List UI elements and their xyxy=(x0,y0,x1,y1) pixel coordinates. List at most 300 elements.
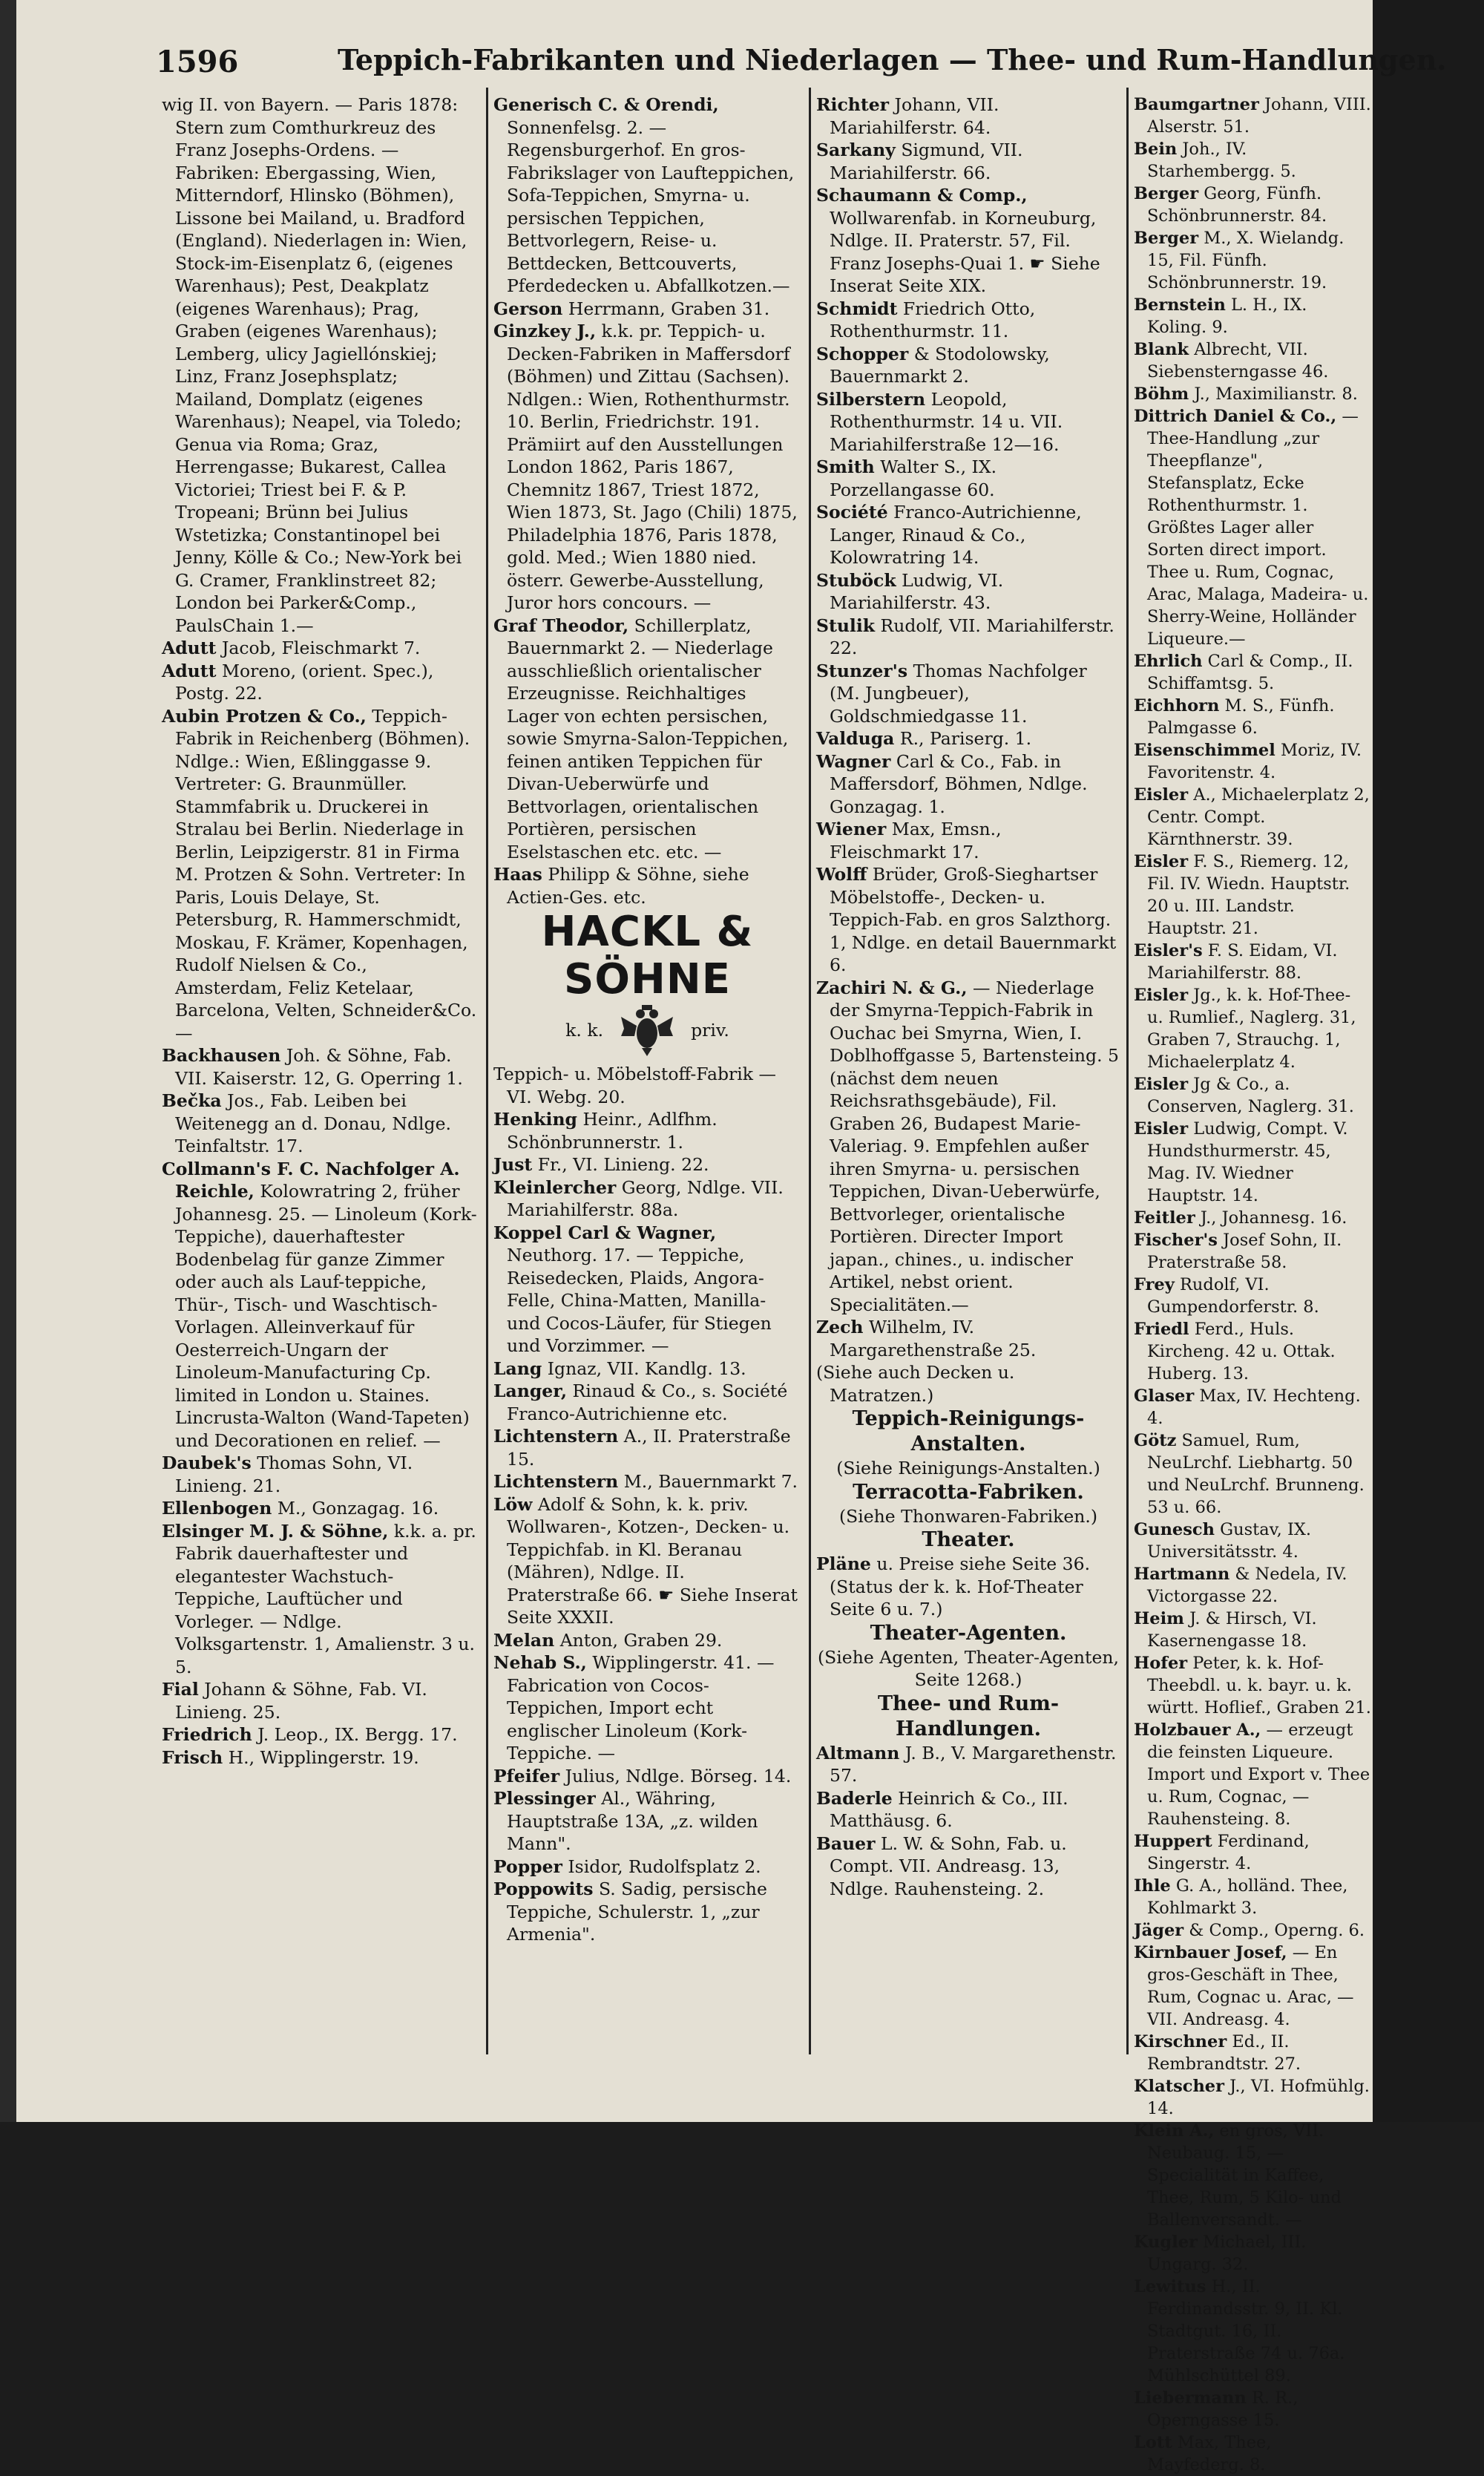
listing-entry xyxy=(816,615,1120,660)
listing-entry xyxy=(816,343,1120,388)
entry-text: Walter S., IX. Porzellangasse 60. xyxy=(830,456,997,500)
listing-entry xyxy=(493,1108,801,1153)
entry-name: Richter xyxy=(816,94,890,115)
entry-name: Bernstein xyxy=(1134,295,1226,315)
entry-name: Ihle xyxy=(1134,1876,1171,1896)
section-heading-carpet-cleaning: Teppich-Reinigungs-Anstalten. xyxy=(852,1407,1085,1455)
section-note: (Siehe Reinigungs-Anstalten.) xyxy=(836,1458,1100,1478)
entry-text: G. A., holländ. Thee, Kohlmarkt 3. xyxy=(1147,1876,1348,1918)
entry-name: Eisler xyxy=(1134,1075,1189,1094)
entry-text: Wipplingerstr. 41. — Fabrication von Cocos-Teppichen, Import echt englischer Linoleum (Kork-Teppiche. — xyxy=(507,1652,775,1763)
entry-name: Jäger xyxy=(1134,1921,1184,1940)
entry-text: Ludwig, VI. Mariahilferstr. 43. xyxy=(830,569,1004,613)
section-heading-terracotta: Terracotta-Fabriken. xyxy=(853,1480,1084,1504)
listing-entry xyxy=(1134,1429,1371,1519)
entry-text: Rudolf, VI. Gumpendorferstr. 8. xyxy=(1147,1275,1319,1317)
entry-text: Samuel, Rum, NeuLrchf. Liebhartg. 50 und NeuLrchf. Brunneng. 53 u. 66. xyxy=(1147,1431,1365,1517)
entry-name: Eisler xyxy=(1134,785,1189,805)
entry-text: wig II. von Bayern. — Paris 1878: Stern zum Comthurkreuz des Franz Josephs-Ordens. — Fabriken: Ebergassing, Wien, Mitterndorf, Hlinsko (Böhmen), Lissone bei Mailand, u. Bradford (England). Niederlagen in: Wien, Stock-im-Eisenplatz 6, (eigenes Warenhaus); Pest, Deakplatz (eigenes Warenhaus); Prag, Graben (eigenes Warenhaus); Lemberg, ulicy Jagiellónskiej; Linz, Franz Josephsplatz; Mailand, Domplatz (eigenes Warenhaus); Neapel, via Toledo; Genua via Roma; Graz, Herrengasse; Bukarest, Callea Victoriei; Triest bei F. & P. Tropeani; Brünn bei Julius Wstetizka; Constantinopel bei Jenny, Kölle & Co.; New-York bei G. Cramer, Franklinstreet 82; London bei Parker&Comp., PaulsChain 1.— xyxy=(162,94,467,636)
entry-text: en gros, VII. Neubaug. 15, — Specialität in Kaffee, Thee, Rum, 5 Kilo- und Ballenversandt. — xyxy=(1147,2121,1342,2230)
entry-text: Brüder, Groß-Sieghartser Möbelstoffe-, Decken- u. Teppich-Fab. en gros Salzthorg. 1, Ndlge. en detail Bauernmarkt 6. xyxy=(830,864,1117,975)
entry-text: & Comp., Operng. 6. xyxy=(1183,1921,1365,1940)
listing-entry xyxy=(816,977,1120,1317)
entry-name: Hartmann xyxy=(1134,1565,1230,1584)
entry-name: Böhm xyxy=(1134,384,1189,404)
entry-name: Henking xyxy=(493,1109,577,1130)
listing-entry xyxy=(1134,739,1371,784)
entry-name: Generisch C. & Orendi, xyxy=(493,94,719,115)
entry-name: Pläne xyxy=(816,1553,871,1574)
entry-name: Elsinger M. J. & Söhne, xyxy=(162,1520,389,1542)
entry-name: Huppert xyxy=(1134,1832,1212,1851)
listing-entry xyxy=(493,863,801,908)
entry-text: Adolf & Sohn, k. k. priv. Wollwaren-, Kotzen-, Decken- u. Teppichfab. in Kl. Beranau (Mähren), Ndlge. II. Praterstraße 66. ☛ Siehe Inserat Seite XXXII. xyxy=(507,1493,798,1628)
entry-text: J., Johannesg. 16. xyxy=(1195,1208,1347,1228)
listing-entry xyxy=(1134,2431,1371,2476)
entry-name: Frisch xyxy=(162,1746,223,1768)
listing-entry xyxy=(816,818,1120,863)
listing-entry xyxy=(1134,1229,1371,1274)
entry-name: Baumgartner xyxy=(1134,95,1259,114)
entry-text: Johann & Söhne, Fab. VI. Linieng. 25. xyxy=(175,1679,427,1723)
entry-text: L. H., IX. Koling. 9. xyxy=(1147,295,1307,337)
entry-text: Moreno, (orient. Spec.), Postg. 22. xyxy=(175,660,434,704)
listing-entry xyxy=(1134,405,1371,650)
listing-entry xyxy=(1134,183,1371,227)
listing-entry xyxy=(1134,650,1371,695)
entry-name: Silberstern xyxy=(816,388,926,410)
entry-text: Sigmund, VII. Mariahilferstr. 66. xyxy=(830,140,1023,183)
entry-text: Julius, Ndlge. Börseg. 14. xyxy=(559,1765,792,1786)
entry-name: Schaumann & Comp., xyxy=(816,185,1028,206)
entry-text: Georg, Ndlge. VII. Mariahilferstr. 88a. xyxy=(507,1176,784,1220)
entry-text: Carl & Comp., II. Schiffamtsg. 5. xyxy=(1147,652,1353,693)
listing-entry xyxy=(162,1497,477,1520)
entry-name: Lott xyxy=(1134,2433,1172,2452)
entry-name: Eisenschimmel xyxy=(1134,741,1275,760)
entry-name: Dittrich Daniel & Co., xyxy=(1134,407,1337,426)
entry-text: M., Bauernmarkt 7. xyxy=(618,1471,798,1492)
listing-entry xyxy=(162,1158,477,1452)
listing-entry xyxy=(493,320,801,615)
listing-entry xyxy=(1134,2231,1371,2276)
entry-name: Stulik xyxy=(816,615,876,636)
hackl-name: HACKL & SÖHNE xyxy=(541,908,754,1003)
entry-text: Ferd., Huls. Kircheng. 42 u. Ottak. Huberg. 13. xyxy=(1147,1320,1336,1383)
entry-text: R. R., Operngasse 15. xyxy=(1147,2388,1298,2430)
listing-entry xyxy=(162,1520,477,1679)
entry-name: Götz xyxy=(1134,1431,1177,1450)
entry-text: & Stodolowsky, Bauernmarkt 2. xyxy=(830,343,1050,387)
entry-text: Heinrich & Co., III. Matthäusg. 6. xyxy=(830,1787,1068,1831)
entry-text: Joh., IV. Starhembergg. 5. xyxy=(1147,140,1296,181)
listing-entry xyxy=(816,1361,1120,1406)
entry-text: Ferdinand, Singerstr. 4. xyxy=(1147,1832,1310,1873)
listing-entry xyxy=(493,298,801,321)
entry-text: Josef Sohn, II. Praterstraße 58. xyxy=(1147,1231,1342,1272)
entry-name: Kirschner xyxy=(1134,2032,1227,2051)
entry-name: Langer, xyxy=(493,1381,568,1401)
entry-name: Altmann xyxy=(816,1742,900,1763)
entry-name: Poppowits xyxy=(493,1879,594,1899)
listing-entry xyxy=(1134,2075,1371,2120)
hackl-advertisement xyxy=(493,908,801,1108)
listing-entry xyxy=(1134,1519,1371,1563)
listing-entry xyxy=(493,1357,801,1381)
hackl-priv: priv. xyxy=(691,1019,729,1041)
entry-text: — Thee-Handlung „zur Theepflanze", Stefansplatz, Ecke Rothenthurmstr. 1. Größtes Lager aller Sorten direct import. Thee u. Rum, Cognac, Arac, Malaga, Madeira- u. Sherry-Weine, Holländer Liqueure.— xyxy=(1147,407,1369,649)
listing-entry xyxy=(493,1787,801,1856)
listing-entry xyxy=(816,750,1120,819)
entry-name: Stunzer's xyxy=(816,660,908,681)
section-heading-theater-agents: Theater-Agenten. xyxy=(870,1621,1067,1645)
column-1 xyxy=(162,94,477,1769)
listing-entry xyxy=(1134,984,1371,1073)
entry-name: Koppel Carl & Wagner, xyxy=(493,1222,717,1243)
column-rule xyxy=(809,88,811,2054)
entry-name: Fischer's xyxy=(1134,1231,1218,1250)
listing-entry xyxy=(162,1746,477,1769)
entry-name: Klein A., xyxy=(1134,2121,1215,2141)
entry-name: Feitler xyxy=(1134,1208,1195,1228)
listing-entry xyxy=(1134,1875,1371,1919)
entry-text: H., Wipplingerstr. 19. xyxy=(223,1746,419,1768)
entry-text: Moriz, IV. Favoritenstr. 4. xyxy=(1147,741,1362,782)
entry-name: Eisler xyxy=(1134,986,1189,1005)
hackl-text: Teppich- u. Möbelstoff-Fabrik — VI. Webg. 20. xyxy=(493,1064,776,1107)
entry-name: Kugler xyxy=(1134,2233,1198,2252)
page-gutter xyxy=(0,0,16,2122)
entry-name: Lang xyxy=(493,1357,542,1379)
hackl-privilege-line xyxy=(493,1003,801,1057)
entry-text: H., II. Ferdinandsstr. 9, II. Kl. Stadtgut. 16, II. Praterstraße 74 u. 76a. Mühlschüttel 89. xyxy=(1147,2277,1345,2385)
entry-text: Max, Thee, Mayfederg. 8. xyxy=(1147,2433,1272,2475)
listing-entry xyxy=(493,1765,801,1788)
entry-name: Berger xyxy=(1134,184,1199,203)
entry-name: Klatscher xyxy=(1134,2077,1224,2096)
listing-entry xyxy=(162,1090,477,1158)
listing-entry xyxy=(816,298,1120,343)
listing-entry xyxy=(1134,1919,1371,1942)
entry-text: Leopold, Rothenthurmstr. 14 u. VII. Mariahilferstraße 12—16. xyxy=(830,388,1063,455)
entry-name: Melan xyxy=(493,1629,555,1651)
entry-text: Thomas Sohn, VI. Linieng. 21. xyxy=(175,1452,413,1496)
column-rule xyxy=(1126,88,1129,2054)
entry-text: Jos., Fab. Leiben bei Weitenegg an d. Donau, Ndlge. Teinfaltstr. 17. xyxy=(175,1090,451,1156)
entry-name: Holzbauer A., xyxy=(1134,1720,1261,1740)
listing-entry xyxy=(162,637,477,660)
listing-entry xyxy=(1134,784,1371,851)
entry-name: Pfeifer xyxy=(493,1765,560,1786)
listing-entry xyxy=(1134,2120,1371,2231)
entry-text: Ed., II. Rembrandtstr. 27. xyxy=(1147,2032,1301,2074)
entry-name: Gerson xyxy=(493,298,563,319)
entry-name: Plessinger xyxy=(493,1788,596,1809)
listing-entry xyxy=(162,705,477,1045)
entry-text: Teppich-Fabrik in Reichenberg (Böhmen). Ndlge.: Wien, Eßlinggasse 9. Vertreter: G. Braunmüller. Stammfabrik u. Druckerei in Stralau bei Berlin. Niederlage in Berlin, Leipzigerstr. 81 in Firma M. Protzen & Sohn. Vertreter: In Paris, Louis Delaye, St. Petersburg, R. Hammerschmidt, Moskau, F. Krämer, Kopenhagen, Rudolf Nielsen & Co., Amsterdam, Feliz Ketelaar, Barcelona, Velten, Schneider&Co.— xyxy=(175,705,477,1044)
column-2 xyxy=(493,94,801,1946)
entry-text: — erzeugt die feinsten Liqueure. Import und Export v. Thee u. Rum, Cognac, — Rauhensteing. 8. xyxy=(1147,1720,1370,1829)
listing-entry xyxy=(493,1222,801,1357)
entry-name: Frey xyxy=(1134,1275,1175,1294)
entry-text: Al., Währing, Hauptstraße 13A, „z. wilden Mann". xyxy=(507,1788,758,1854)
entry-text: Friedrich Otto, Rothenthurmstr. 11. xyxy=(830,298,1036,341)
column-3-entries xyxy=(816,94,1120,1406)
entry-text: Jg., k. k. Hof-Thee- u. Rumlief., Naglerg. 31, Graben 7, Strauchg. 1, Michaelerplatz 4. xyxy=(1147,986,1356,1072)
entry-text: S. Sadig, persische Teppiche, Schulerstr. 1, „zur Armenia". xyxy=(507,1879,767,1945)
listing-entry xyxy=(1134,1073,1371,1118)
listing-entry xyxy=(816,94,1120,139)
listing-entry xyxy=(493,1856,801,1879)
listing-entry xyxy=(1134,1563,1371,1608)
listing-entry xyxy=(816,1787,1120,1833)
entry-name: Aubin Protzen & Co., xyxy=(162,705,367,727)
entry-name: Ginzkey J., xyxy=(493,321,597,341)
entry-name: Just xyxy=(493,1154,533,1175)
entry-name: Lewitus xyxy=(1134,2277,1206,2296)
listing-entry xyxy=(1134,1318,1371,1385)
entry-text: (Siehe auch Decken u. Matratzen.) xyxy=(816,1362,1015,1406)
listing-entry xyxy=(1134,1207,1371,1229)
entry-text: Wollwarenfab. in Korneuburg, Ndlge. II. Praterstr. 57, Fil. Franz Josephs-Quai 1. ☛ Siehe Inserat Seite XIX. xyxy=(830,207,1100,296)
listing-entry xyxy=(1134,2031,1371,2075)
entry-text: J., Maximilianstr. 8. xyxy=(1189,384,1358,404)
entry-name: Backhausen xyxy=(162,1045,281,1066)
listing-entry xyxy=(1134,2276,1371,2387)
listing-entry xyxy=(493,1878,801,1946)
entry-name: Smith xyxy=(816,456,875,477)
entry-text: Albrecht, VII. Siebensterngasse 46. xyxy=(1147,340,1329,381)
entry-text: Thomas Nachfolger (M. Jungbeuer), Goldschmiedgasse 11. xyxy=(830,660,1087,727)
entry-text: Peter, k. k. Hof-Theebdl. u. k. bayr. u. k. württ. Hoflief., Graben 21. xyxy=(1147,1654,1371,1717)
entry-name: Daubek's xyxy=(162,1452,252,1473)
entry-name: Haas xyxy=(493,864,542,885)
entry-text: — Niederlage der Smyrna-Teppich-Fabrik in Ouchac bei Smyrna, Wien, I. Doblhoffgasse 5, Bartensteing. 5 (nächst dem neuen Reichsrathsgebäude), Fil. Graben 26, Budapest Marie-Valeriag. 9. Empfehlen außer ihren Smyrna- u. persischen Teppichen, Divan-Ueberwürfe, Bettvorleger, orientalische Portièren. Directer Import japan., chines., u. indischer Artikel, nebst orient. Specialitäten.— xyxy=(830,977,1119,1315)
listing-entry xyxy=(493,1176,801,1222)
listing-entry xyxy=(816,456,1120,501)
listing-entry xyxy=(1134,383,1371,405)
listing-entry xyxy=(162,1044,477,1090)
listing-entry xyxy=(493,1651,801,1765)
section-heading-theater: Theater. xyxy=(922,1528,1015,1551)
listing-entry xyxy=(816,388,1120,456)
entry-name: Graf Theodor, xyxy=(493,615,629,636)
entry-name: Nehab S., xyxy=(493,1652,587,1673)
listing-entry xyxy=(816,660,1120,728)
listing-entry xyxy=(162,1452,477,1497)
entry-text: Georg, Fünfh. Schönbrunnerstr. 84. xyxy=(1147,184,1327,226)
entry-text: Ignaz, VII. Kandlg. 13. xyxy=(542,1357,746,1379)
entry-name: Eisler xyxy=(1134,852,1189,871)
listing-entry xyxy=(1134,1830,1371,1875)
listing-entry xyxy=(1134,1719,1371,1830)
entry-text: Max, Emsn., Fleischmarkt 17. xyxy=(830,819,1002,862)
entry-text: J. & Hirsch, VI. Kasernengasse 18. xyxy=(1147,1609,1317,1651)
column-2-entries-bottom xyxy=(493,1108,801,1946)
entry-text: Rudolf, VII. Mariahilferstr. 22. xyxy=(830,615,1114,658)
section-note: (Siehe Agenten, Theater-Agenten, Seite 1268.) xyxy=(818,1646,1119,1690)
listing-entry xyxy=(1134,940,1371,984)
entry-name: Kleinlercher xyxy=(493,1176,617,1198)
column-3 xyxy=(816,94,1120,1900)
entry-name: Valduga xyxy=(816,728,895,749)
listing-entry xyxy=(493,1425,801,1470)
entry-text: Johann, VII. Mariahilferstr. 64. xyxy=(830,94,999,138)
listing-entry xyxy=(816,727,1120,750)
entry-text: u. Preise siehe Seite 36. (Status der k. k. Hof-Theater Seite 6 u. 7.) xyxy=(830,1553,1091,1619)
listing-entry xyxy=(162,660,477,705)
entry-text: Max, IV. Hechteng. 4. xyxy=(1147,1386,1361,1428)
listing-entry xyxy=(162,94,477,637)
entry-name: Bauer xyxy=(816,1833,876,1854)
entry-text: Carl & Co., Fab. in Maffersdorf, Böhmen, Ndlge. Gonzagag. 1. xyxy=(830,750,1088,817)
entry-text: Michael, III. Ungarg. 32. xyxy=(1147,2233,1307,2274)
hackl-kk: k. k. xyxy=(565,1019,604,1041)
section-note: (Siehe Thonwaren-Fabriken.) xyxy=(838,1505,1098,1527)
entry-text: Ludwig, Compt. V. Hundsthurmerstr. 45, Mag. IV. Wiedner Hauptstr. 14. xyxy=(1147,1119,1348,1205)
entry-text: R., Pariserg. 1. xyxy=(894,728,1032,749)
entry-text: k.k. pr. Teppich- u. Decken-Fabriken in Maffersdorf (Böhmen) und Zittau (Sachsen). Ndlgen.: Wien, Rothenthurmstr. 10. Berlin, Friedrichstr. 191. Prämiirt auf den Ausstellungen London 1862, Paris 1867, Chemnitz 1867, Triest 1872, Wien 1873, St. Jago (Chili) 1875, Philadelphia 1876, Paris 1878, gold. Med.; Wien 1880 nied. österr. Gewerbe-Ausstellung, Juror hors concours. — xyxy=(507,321,798,613)
entry-text: Wilhelm, IV. Margarethenstraße 25. xyxy=(830,1317,1037,1360)
column-rule xyxy=(486,88,488,2054)
entry-text: Kolowratring 2, früher Johannesg. 25. — Linoleum (Kork-Teppiche), dauerhaftester Bodenbelag für ganze Zimmer oder auch als Lauf-teppiche, Thür-, Tisch- und Waschtisch-Vorlagen. Alleinverkauf für Oesterreich-Ungarn der Linoleum-Manufacturing Cp. limited in London u. Staines. Lincrusta-Walton (Wand-Tapeten) und Decorationen en relief. — xyxy=(175,1181,477,1451)
entry-name: Kirnbauer Josef, xyxy=(1134,1943,1287,1962)
entry-name: Hofer xyxy=(1134,1654,1188,1673)
entry-text: M., X. Wielandg. 15, Fil. Fünfh. Schönbrunnerstr. 19. xyxy=(1147,229,1345,292)
entry-text: A., II. Praterstraße 15. xyxy=(507,1426,791,1470)
entry-text: M. S., Fünfh. Palmgasse 6. xyxy=(1147,696,1335,738)
entry-text: Anton, Graben 29. xyxy=(554,1629,723,1651)
entry-text: & Nedela, IV. Victorgasse 22. xyxy=(1147,1565,1347,1606)
entry-name: Fial xyxy=(162,1679,199,1700)
section-heading-tea-rum: Thee- und Rum-Handlungen. xyxy=(877,1691,1060,1740)
entry-name: Lichtenstern xyxy=(493,1426,619,1447)
entry-name: Adutt xyxy=(162,660,217,681)
listing-entry xyxy=(816,1833,1120,1901)
listing-entry xyxy=(1134,851,1371,940)
entry-name: Schopper xyxy=(816,343,909,364)
listing-entry xyxy=(816,139,1120,184)
listing-entry xyxy=(1134,1385,1371,1429)
entry-name: Eisler xyxy=(1134,1119,1189,1139)
entry-name: Schmidt xyxy=(816,298,898,319)
listing-entry xyxy=(1134,695,1371,739)
double-eagle-icon xyxy=(620,1003,674,1057)
listing-entry xyxy=(1134,1652,1371,1719)
listing-entry xyxy=(816,863,1120,977)
column-4 xyxy=(1134,94,1371,2476)
entry-name: Adutt xyxy=(162,638,217,658)
listing-entry xyxy=(816,569,1120,615)
listing-entry xyxy=(1134,227,1371,294)
entry-text: F. S., Riemerg. 12, Fil. IV. Wiedn. Hauptstr. 20 u. III. Landstr. Hauptstr. 21. xyxy=(1147,852,1350,938)
entry-text: Sonnenfelsg. 2. — Regensburgerhof. En gros-Fabrikslager von Laufteppichen, Sofa-Teppichen, Smyrna- u. persischen Teppichen, Bettvorlegern, Reise- u. Bettdecken, Bettcouverts, Pferdedecken u. Abfallkotzen.— xyxy=(507,117,795,296)
entry-text: Isidor, Rudolfsplatz 2. xyxy=(562,1856,761,1877)
entry-name: Blank xyxy=(1134,340,1189,359)
entry-text: — En gros-Geschäft in Thee, Rum, Cognac u. Arac, — VII. Andreasg. 4. xyxy=(1147,1943,1354,2029)
page-title: Teppich-Fabrikanten und Niederlagen — Thee- und Rum-Handlungen. xyxy=(338,43,1447,76)
listing-entry xyxy=(1134,94,1371,138)
listing-entry xyxy=(493,94,801,298)
entry-name: Collmann's F. C. Nachfolger A. Reichle, xyxy=(162,1158,460,1202)
listing-entry xyxy=(162,1723,477,1746)
entry-name: Eisler's xyxy=(1134,941,1203,960)
entry-text: Jg & Co., a. Conserven, Naglerg. 31. xyxy=(1147,1075,1354,1116)
entry-name: Popper xyxy=(493,1856,562,1877)
entry-name: Société xyxy=(816,502,888,523)
entry-text: Joh. & Söhne, Fab. VII. Kaiserstr. 12, G. Operring 1. xyxy=(175,1045,463,1089)
entry-name: Baderle xyxy=(816,1787,893,1809)
listing-entry xyxy=(493,1629,801,1652)
listing-entry xyxy=(162,1678,477,1723)
listing-entry xyxy=(816,1316,1120,1361)
entry-name: Friedrich xyxy=(162,1724,252,1745)
listing-entry xyxy=(1134,1608,1371,1652)
entry-name: Heim xyxy=(1134,1609,1184,1628)
entry-name: Zachiri N. & G., xyxy=(816,977,968,998)
entry-name: Wiener xyxy=(816,819,887,839)
entry-name: Wolff xyxy=(816,864,867,885)
entry-name: Lichtenstern xyxy=(493,1471,619,1492)
entry-name: Eichhorn xyxy=(1134,696,1220,715)
listing-entry xyxy=(1134,1274,1371,1318)
listing-entry xyxy=(1134,138,1371,183)
entry-name: Wagner xyxy=(816,750,891,772)
entry-text: J. B., V. Margarethenstr. 57. xyxy=(830,1742,1117,1786)
page-number: 1596 xyxy=(156,45,239,79)
entry-name: Friedl xyxy=(1134,1320,1189,1339)
entry-text: Heinr., Adlfhm. Schönbrunnerstr. 1. xyxy=(507,1109,718,1153)
page-edge-shadow xyxy=(1373,0,1484,2122)
entry-text: k.k. a. pr. Fabrik dauerhaftester und elegantester Wachstuch-Teppiche, Lauftücher und Vorleger. — Ndlge. Volksgartenstr. 1, Amalienstr. 3 u. 5. xyxy=(175,1520,476,1677)
entry-text: A., Michaelerplatz 2, Centr. Compt. Kärnthnerstr. 39. xyxy=(1147,785,1370,849)
entry-text: Franco-Autrichienne, Langer, Rinaud & Co., Kolowratring 14. xyxy=(830,502,1082,568)
listing-entry xyxy=(816,501,1120,569)
listing-entry xyxy=(493,1380,801,1425)
entry-name: Ehrlich xyxy=(1134,652,1203,671)
entry-text: Jacob, Fleischmarkt 7. xyxy=(216,638,421,658)
listing-entry xyxy=(493,1470,801,1493)
entry-name: Gunesch xyxy=(1134,1520,1215,1539)
entry-name: Bein xyxy=(1134,140,1178,159)
listing-entry xyxy=(816,1742,1120,1787)
tea-rum-entries xyxy=(816,1742,1120,1901)
listing-entry xyxy=(493,615,801,864)
entry-text: Gustav, IX. Universitätsstr. 4. xyxy=(1147,1520,1312,1562)
entry-text: M., Gonzagag. 16. xyxy=(272,1498,439,1519)
entry-text: J. Leop., IX. Bergg. 17. xyxy=(252,1724,458,1745)
entry-text: Johann, VIII. Alserstr. 51. xyxy=(1147,95,1371,137)
listing-entry xyxy=(493,1153,801,1176)
entry-name: Löw xyxy=(493,1493,533,1515)
entry-text: Philipp & Söhne, siehe Actien-Ges. etc. xyxy=(507,864,749,908)
entry-text: F. S. Eidam, VI. Mariahilferstr. 88. xyxy=(1147,941,1338,983)
entry-name: Zech xyxy=(816,1317,864,1337)
listing-entry xyxy=(1134,1118,1371,1207)
entry-text: L. W. & Sohn, Fab. u. Compt. VII. Andreasg. 13, Ndlge. Rauhensteing. 2. xyxy=(830,1833,1067,1899)
entry-name: Berger xyxy=(1134,229,1199,248)
entry-text: Rinaud & Co., s. Société Franco-Autrichienne etc. xyxy=(507,1381,788,1424)
listing-entry xyxy=(1134,294,1371,338)
listing-entry xyxy=(1134,2387,1371,2431)
entry-text: Herrmann, Graben 31. xyxy=(562,298,770,319)
entry-name: Bečka xyxy=(162,1090,222,1111)
listing-entry xyxy=(816,184,1120,298)
entry-name: Stuböck xyxy=(816,569,896,591)
column-2-entries-top xyxy=(493,94,801,908)
entry-name: Glaser xyxy=(1134,1386,1195,1406)
listing-entry xyxy=(493,1493,801,1629)
